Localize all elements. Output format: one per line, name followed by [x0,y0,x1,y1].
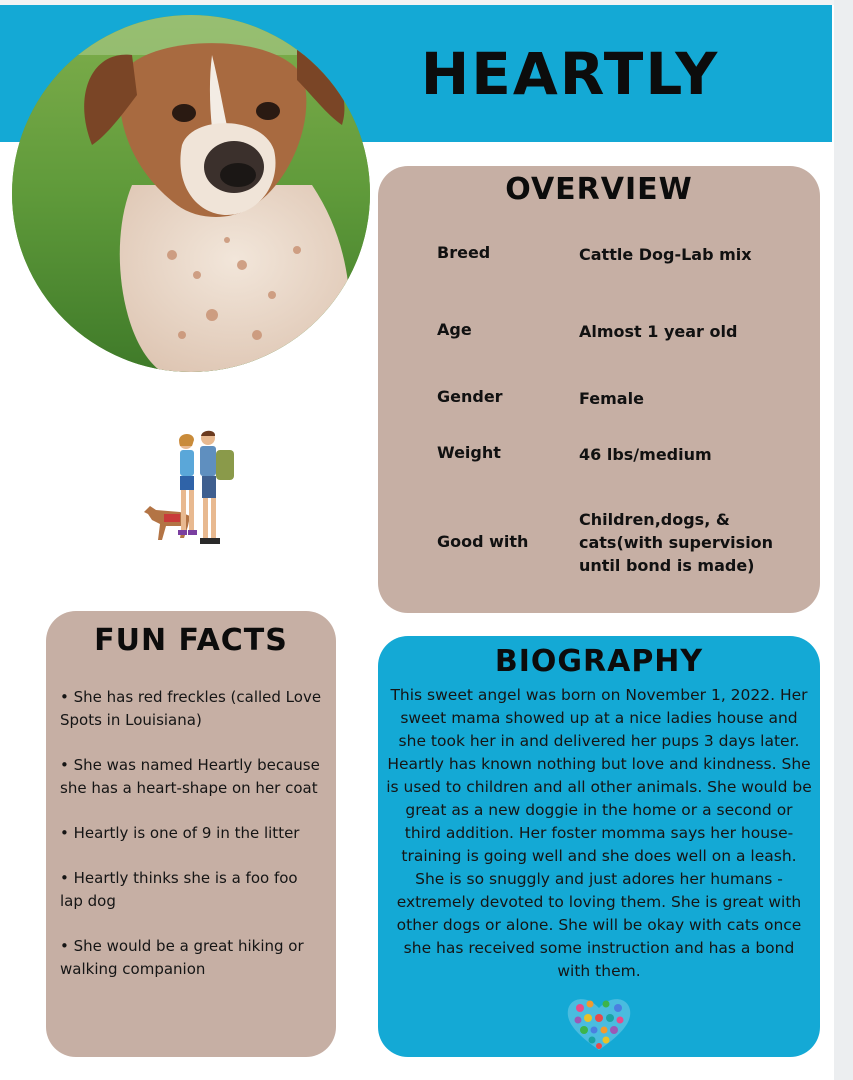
page-title: HEARTLY [420,40,720,108]
fun-fact-item: • She has red freckles (called Love Spots in Louisiana) [60,688,322,729]
fun-facts-list [60,686,325,1003]
overview-title: OVERVIEW [505,172,693,207]
good-with-value: Children,dogs, & cats(with supervision until bond is made) [579,510,774,575]
age-value: Almost 1 year old [579,322,738,341]
fun-fact-item: • She would be a great hiking or walking companion [60,937,304,978]
age-label: Age [437,320,472,339]
breed-label: Breed [437,243,491,262]
fun-facts-title: FUN FACTS [94,623,288,658]
gender-value: Female [579,389,644,408]
fun-fact-item: • She was named Heartly because she has a heart-shape on her coat [60,756,320,797]
dog-photo [12,15,370,372]
weight-label: Weight [437,443,501,462]
fun-facts-card [46,611,336,1057]
biography-text: This sweet angel was born on November 1, 2022. Her sweet mama showed up at a nice ladies house and she took her in and delivered her pups 3 days later. Heartly has known nothing but love and kindness. She is used to children and all other animals. She would be great as a new doggie in the home or a second or third addition. Her foster momma says her house-training is going well and she does well on a leash. She is so snuggly and just adores her humans - extremely devoted to loving them. She is great with other dogs or alone. She will be okay with cats once she has received some instruction and has a bond with them. [386,686,812,980]
gender-label: Gender [437,387,503,406]
good-with-label: Good with [437,532,529,551]
overview-card [378,166,820,613]
weight-value: 46 lbs/medium [579,445,712,464]
breed-value: Cattle Dog-Lab mix [579,245,752,264]
fun-fact-item: • Heartly is one of 9 in the litter [60,824,300,842]
hikers-with-dog-illustration [140,428,245,553]
page-edge [834,0,853,1080]
biography-title: BIOGRAPHY [494,644,704,679]
dog-photo-illustration [12,15,370,372]
paw-print-heart-icon [566,994,632,1052]
fun-fact-item: • Heartly thinks she is a foo foo lap dog [60,869,298,910]
